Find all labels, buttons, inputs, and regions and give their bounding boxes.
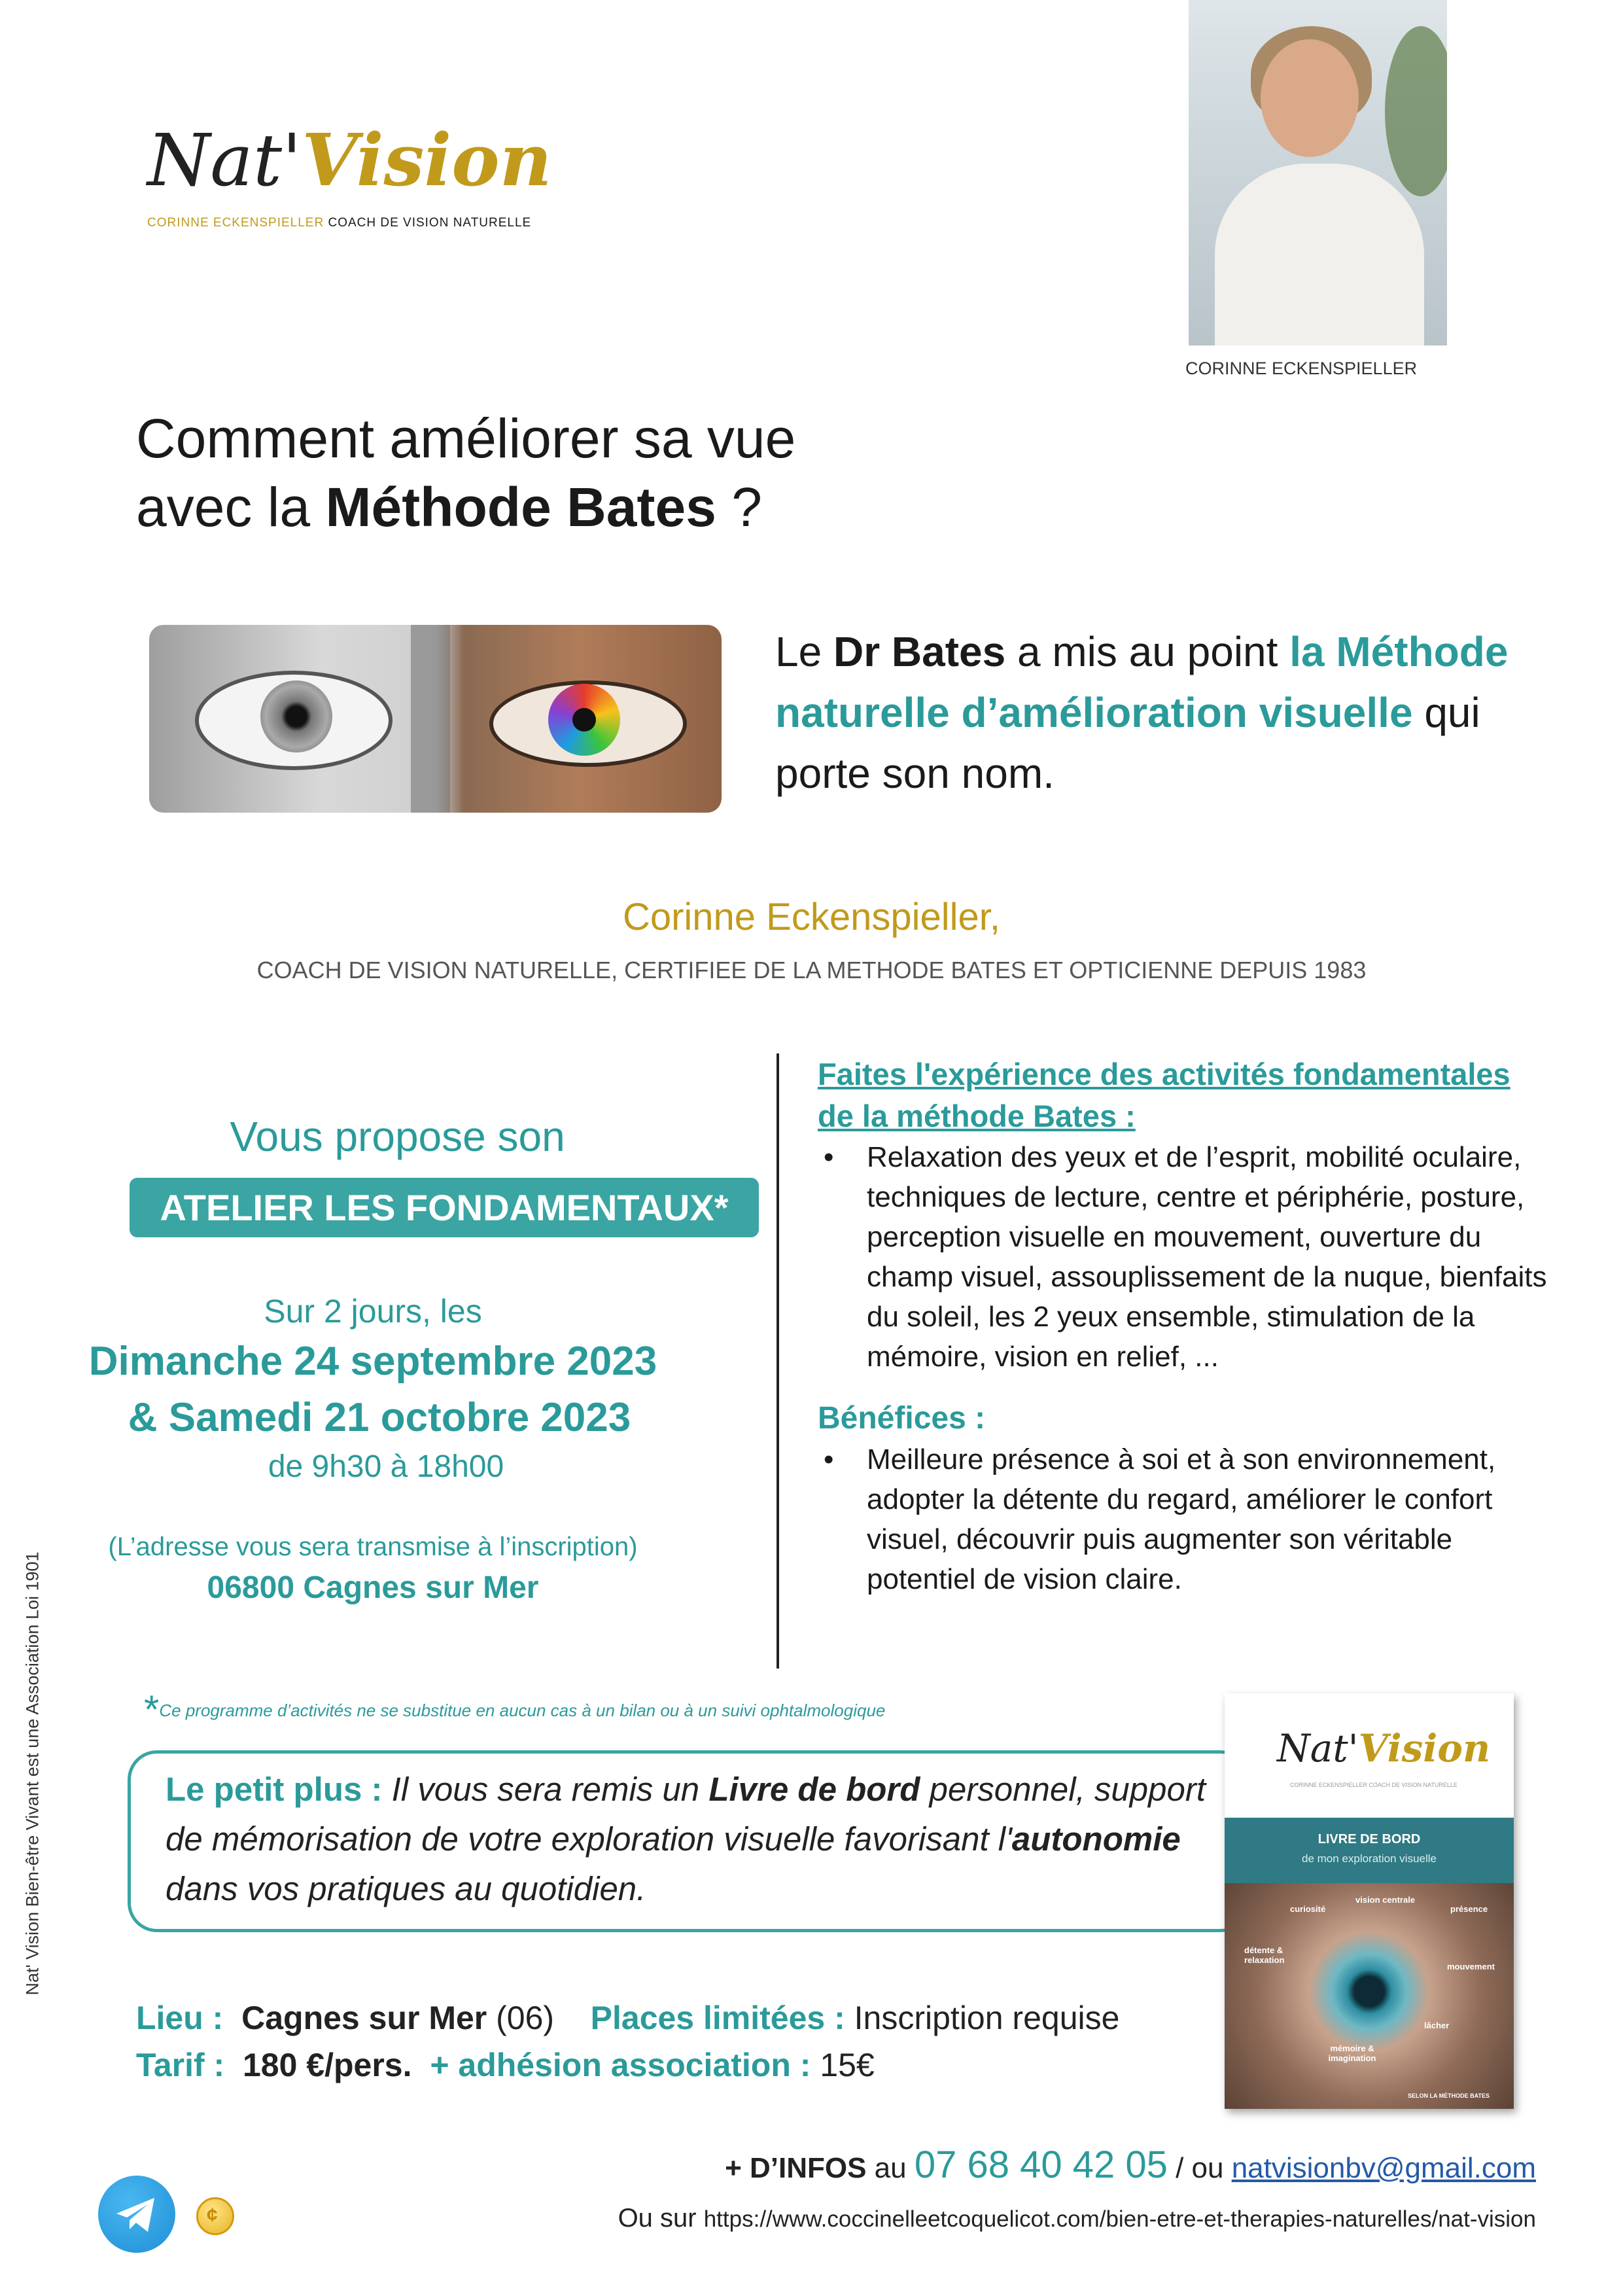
portrait-caption: CORINNE ECKENSPIELLER bbox=[1185, 359, 1418, 378]
telegram-glyph bbox=[98, 2176, 175, 2253]
logo-tagline: CORINNE ECKENSPIELLER COACH DE VISION NATURELLE bbox=[147, 216, 532, 230]
offer-hours: de 9h30 à 18h00 bbox=[268, 1449, 504, 1484]
activities-heading: Faites l'expérience des activités fondamentales de la méthode Bates : bbox=[818, 1057, 1510, 1133]
page-title: Comment améliorer sa vue avec la Méthode Bates ? bbox=[136, 408, 796, 538]
portrait-photo bbox=[1189, 0, 1447, 345]
association-note: Nat' Vision Bien-être Vivant est une Association Loi 1901 bbox=[22, 1551, 43, 1996]
disclaimer: *Ce programme d’activités ne se substitue en aucun cas à un bilan ou à un suivi ophtalmologique bbox=[144, 1687, 886, 1731]
livre-de-bord-cover bbox=[1225, 1693, 1514, 2109]
column-divider bbox=[777, 1053, 779, 1669]
booklet-word: vision centrale bbox=[1355, 1895, 1416, 1905]
booklet-eye-photo bbox=[1225, 1883, 1514, 2109]
coin-icon[interactable]: ¢ bbox=[196, 2197, 234, 2235]
offer-duration: Sur 2 jours, les bbox=[264, 1293, 482, 1330]
contact-line: + D’INFOS au 07 68 40 42 05 / ou natvisionbv@gmail.com bbox=[725, 2144, 1536, 2186]
coach-subtitle: COACH DE VISION NATURELLE, CERTIFIEE DE LA METHODE BATES ET OPTICIENNE DEPUIS 1983 bbox=[256, 957, 1367, 983]
eyes-image bbox=[149, 625, 722, 813]
email-link[interactable]: natvisionbv@gmail.com bbox=[1231, 2152, 1536, 2184]
benefits-heading: Bénéfices : bbox=[818, 1401, 986, 1436]
booklet-word: SELON LA MÉTHODE BATES bbox=[1408, 2093, 1490, 2099]
booklet-word: lâcher bbox=[1424, 2021, 1450, 2030]
telegram-icon[interactable] bbox=[98, 2176, 175, 2253]
booklet-word: détente & relaxation bbox=[1244, 1945, 1285, 1965]
benefits-list bbox=[818, 1439, 1550, 1599]
offer-details bbox=[0, 1289, 746, 1611]
booklet-tagline: CORINNE ECKENSPIELLER COACH DE VISION NATURELLE bbox=[1290, 1782, 1457, 1788]
booklet-title-band bbox=[1225, 1818, 1514, 1883]
activities-section bbox=[818, 1053, 1550, 1599]
list-item: • Meilleure présence à soi et à son environnement, adopter la détente du regard, améliorer le confort visuel, découvrir puis augmenter son véritable potentiel de vision claire. bbox=[867, 1439, 1550, 1599]
booklet-word: curiosité bbox=[1290, 1904, 1326, 1914]
offer-city: 06800 Cagnes sur Mer bbox=[207, 1570, 539, 1605]
website-link[interactable]: https://www.coccinelleetcoquelicot.com/bien-etre-et-therapies-naturelles/nat-vision bbox=[703, 2206, 1536, 2232]
petit-plus-text: Le petit plus : Il vous sera remis un Livre de bord personnel, support de mémorisation de votre exploration visuelle favorisant l'autonomie dans vos pratiques au quotidien. bbox=[166, 1771, 1206, 1907]
booklet-title: LIVRE DE BORD bbox=[1318, 1832, 1421, 1846]
booklet-subtitle: de mon exploration visuelle bbox=[1301, 1852, 1437, 1865]
phone-link[interactable]: 07 68 40 42 05 bbox=[914, 2144, 1168, 2186]
list-item: • Relaxation des yeux et de l’esprit, mobilité oculaire, techniques de lecture, centre et périphérie, posture, perception visuelle en mouvement, ouverture du champ visuel, assouplissement de la nuque, bienfaits du soleil, les 2 yeux ensemble, stimulation de la mémoire, vision en relief, ... bbox=[867, 1137, 1550, 1377]
website-line: Ou sur https://www.coccinelleetcoquelicot.com/bien-etre-et-therapies-naturelles/nat-vision bbox=[618, 2204, 1536, 2233]
logo-script: Nat'Vision bbox=[147, 118, 552, 202]
atelier-badge: ATELIER LES FONDAMENTAUX* bbox=[130, 1178, 759, 1237]
intro-text: Le Dr Bates a mis au point la Méthode naturelle d’amélioration visuelle qui porte son nom. bbox=[775, 628, 1509, 797]
booklet-word: présence bbox=[1450, 1904, 1488, 1914]
offer-address-note: (L’adresse vous sera transmise à l’inscription) bbox=[108, 1532, 638, 1561]
natvision-logo bbox=[147, 111, 552, 242]
activities-list bbox=[818, 1137, 1550, 1377]
booklet-word: mémoire & imagination bbox=[1328, 2043, 1376, 2063]
practical-info: Lieu : Cagnes sur Mer (06) Places limitées : Inscription requise Tarif : 180 €/pers. + adhésion association : 15€ bbox=[136, 2000, 1120, 2083]
offer-date-1: Dimanche 24 septembre 2023 bbox=[88, 1339, 657, 1384]
booklet-word: mouvement bbox=[1447, 1962, 1495, 1971]
booklet-logo: Nat'Vision bbox=[1277, 1726, 1491, 1771]
offer-intro: Vous propose son bbox=[230, 1113, 565, 1160]
offer-date-2: & Samedi 21 octobre 2023 bbox=[128, 1395, 631, 1440]
coach-name: Corinne Eckenspieller, bbox=[622, 896, 1001, 938]
